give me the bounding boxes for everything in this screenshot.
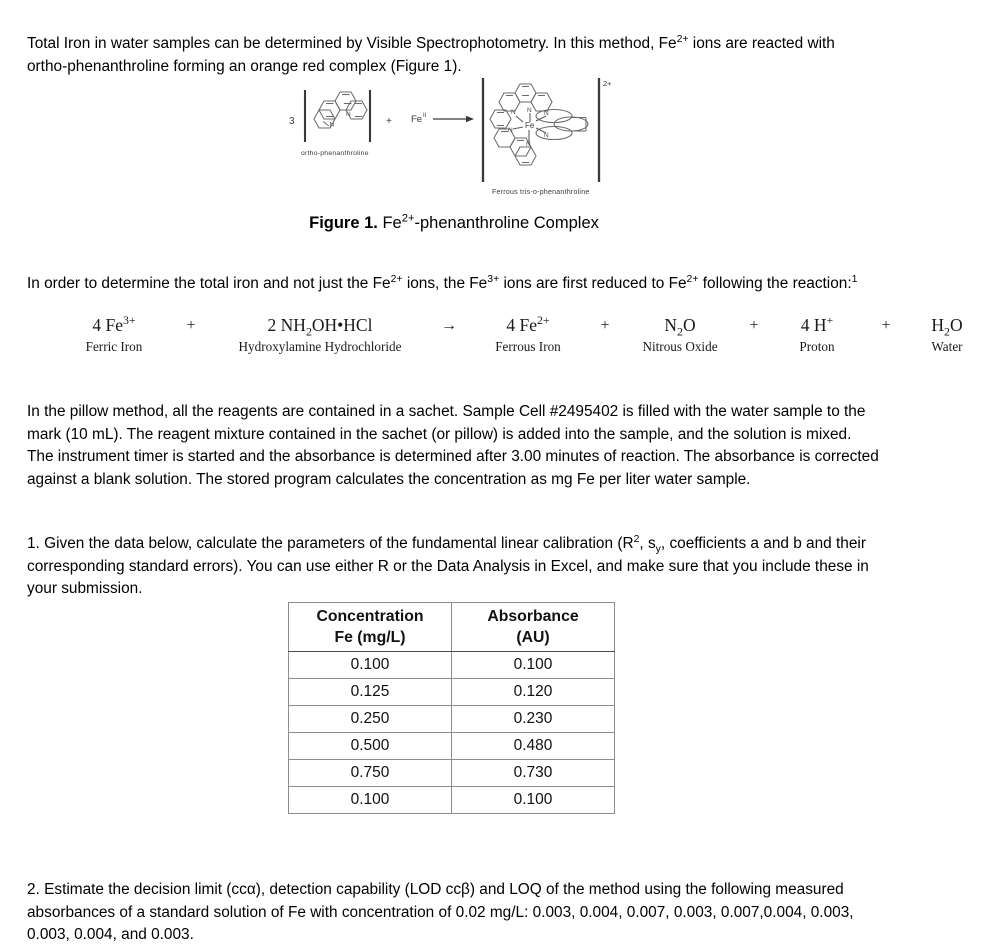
complex-nitrogen-1: N	[511, 109, 516, 116]
column-header-absorbance	[452, 603, 615, 652]
paragraph-question-1	[27, 533, 879, 601]
reduction-text-2: ions, the Fe	[402, 275, 488, 293]
chemical-equation	[60, 313, 963, 356]
complex-charge-text: 2+	[603, 79, 612, 88]
term-name: Proton	[799, 339, 835, 354]
column-header-concentration	[289, 603, 452, 652]
header-line-2: (AU)	[516, 629, 550, 646]
paragraph-question-2: 2. Estimate the decision limit (ccα), detection capability (LOD ccβ) and LOQ of the method using the following measured absorbances of a standard solution of Fe with concentration of 0.02 mg/L: 0.003, 0.004, 0.007, 0.003, 0.007,0.004, 0.003, 0.003, 0.004, and 0.003.	[27, 881, 854, 944]
term-formula	[801, 315, 833, 336]
term-name: Ferrous Iron	[495, 339, 561, 354]
figure-chemical-reaction	[283, 72, 623, 200]
cell-concentration: 0.125	[289, 679, 452, 706]
cell-absorbance: 0.100	[452, 787, 615, 814]
nitrogen-label-2: N	[329, 121, 335, 129]
reduction-footnote-marker: 1	[851, 274, 858, 286]
table-row	[289, 760, 615, 787]
complex-nitrogen-6: N	[544, 132, 549, 139]
cell-concentration: 0.100	[289, 787, 452, 814]
cell-concentration: 0.750	[289, 760, 452, 787]
equation-operator-plus-2: +	[600, 317, 610, 334]
reduction-superscript-2: 3+	[487, 274, 500, 286]
intro-text-part1: Total Iron in water samples can be determined by Visible Spectrophotometry. In this method, Fe	[27, 35, 677, 53]
figure-caption-text-1: Fe	[377, 214, 402, 232]
term-formula	[506, 315, 549, 336]
question1-text-1: 1. Given the data below, calculate the parameters of the fundamental linear calibration (R	[27, 535, 634, 553]
figure-caption-text-2: -phenanthroline Complex	[414, 214, 599, 232]
iron-reactant-text: Fe	[411, 114, 423, 125]
formula-base: H	[931, 315, 945, 335]
header-line-1: Concentration	[316, 608, 424, 625]
figure-caption-label: Figure 1.	[309, 214, 378, 232]
formula-superscript: 3+	[122, 313, 136, 328]
equation-operator-arrow: →	[441, 317, 457, 334]
equation-operator-plus-4: +	[881, 317, 891, 334]
figure-caption	[0, 214, 908, 233]
equation-term-water	[912, 315, 982, 356]
nitrogen-label-1: N	[346, 111, 351, 118]
cell-absorbance: 0.120	[452, 679, 615, 706]
cell-absorbance: 0.230	[452, 706, 615, 733]
term-formula	[267, 315, 373, 339]
equation-term-hydroxylamine	[214, 315, 426, 356]
reduction-text-4: following the reaction:	[698, 275, 852, 293]
stoichiometry-coefficient-text: 3	[289, 116, 295, 127]
formula-base: 2 NH	[267, 315, 306, 335]
cell-absorbance: 0.480	[452, 733, 615, 760]
question1-text-3: , coefficients a and b and their corresponding standard errors). You can use either R or the Data Analysis in Excel, and make sure that you include these in your submission.	[27, 535, 869, 598]
question1-subscript-y: y	[655, 544, 661, 556]
term-formula	[664, 315, 696, 339]
formula-subscript: 2	[944, 324, 950, 339]
table-row	[289, 706, 615, 733]
cell-absorbance: 0.730	[452, 760, 615, 787]
formula-base: 4 H	[800, 315, 827, 335]
paragraph-reduction	[27, 273, 879, 296]
intro-superscript-fe2: 2+	[676, 34, 689, 46]
intro-text-part2: ions are reacted with ortho-phenanthroline forming an orange red complex (Figure 1).	[27, 35, 835, 75]
paragraph-pillow-method: In the pillow method, all the reagents are contained in a sachet. Sample Cell #2495402 is filled with the water sample to the mark (10 mL). The reagent mixture contained in the sachet (or pillow) is added into the sample, and the solution is mixed. The instrument timer is started and the absorbance is determined after 3.00 minutes of reaction. The absorbance is corrected against a blank solution. The stored program calculates the concentration as mg Fe per liter water sample.	[27, 403, 879, 488]
reactant-label-text: ortho-phenanthroline	[301, 150, 369, 157]
equation-term-nitrous-oxide	[626, 315, 734, 356]
complex-nitrogen-4: N	[526, 141, 531, 148]
cell-concentration: 0.250	[289, 706, 452, 733]
product-label-text: Ferrous tris-o-phenanthroline	[492, 189, 590, 196]
figure-caption-superscript: 2+	[401, 212, 415, 225]
cell-concentration: 0.100	[289, 652, 452, 679]
reduction-text-3: ions are first reduced to Fe	[499, 275, 687, 293]
iron-oxidation-text: II	[423, 113, 427, 119]
term-name: Nitrous Oxide	[642, 339, 718, 354]
iron-center-label: Fe	[525, 121, 535, 130]
chemical-structure-svg	[283, 72, 623, 200]
reduction-superscript-1: 2+	[390, 274, 403, 286]
formula-base: N	[664, 315, 678, 335]
term-name: Water	[931, 339, 963, 354]
reduction-text-1: In order to determine the total iron and not just the Fe	[27, 275, 391, 293]
formula-tail: O	[949, 315, 963, 335]
complex-nitrogen-5: N	[544, 110, 549, 117]
reaction-arrow-head	[466, 116, 474, 123]
term-formula	[92, 315, 135, 336]
term-name: Hydroxylamine Hydrochloride	[238, 339, 402, 354]
cell-concentration: 0.500	[289, 733, 452, 760]
calibration-data-table	[288, 602, 615, 814]
plus-sign-text: +	[386, 116, 392, 127]
formula-subscript: 2	[677, 324, 683, 339]
table-row	[289, 733, 615, 760]
formula-superscript: +	[826, 313, 834, 328]
term-formula	[931, 315, 963, 339]
formula-base: 4 Fe	[506, 315, 537, 335]
table-header	[289, 603, 615, 652]
reduction-superscript-3: 2+	[686, 274, 699, 286]
complex-nitrogen-2: N	[508, 127, 513, 134]
equation-operator-plus-3: +	[749, 317, 759, 334]
table-row	[289, 652, 615, 679]
equation-term-ferrous-iron	[472, 315, 584, 356]
header-line-2: Fe (mg/L)	[334, 629, 406, 646]
table-row	[289, 787, 615, 814]
equation-term-ferric-iron	[60, 315, 168, 356]
equation-operator-plus-1: +	[186, 317, 196, 334]
question1-superscript-r2: 2	[633, 534, 640, 546]
equation-term-proton	[774, 315, 860, 356]
table-body	[289, 652, 615, 814]
formula-tail: O	[682, 315, 696, 335]
question1-text-2: , s	[639, 535, 656, 553]
formula-tail: OH•HCl	[311, 315, 373, 335]
complex-nitrogen-3: N	[527, 107, 532, 114]
header-line-1: Absorbance	[487, 608, 579, 625]
table-header-row	[289, 603, 615, 652]
term-name: Ferric Iron	[85, 339, 143, 354]
formula-superscript: 2+	[536, 313, 550, 328]
table-row	[289, 679, 615, 706]
formula-subscript: 2	[305, 324, 312, 339]
cell-absorbance: 0.100	[452, 652, 615, 679]
formula-base: 4 Fe	[92, 315, 123, 335]
